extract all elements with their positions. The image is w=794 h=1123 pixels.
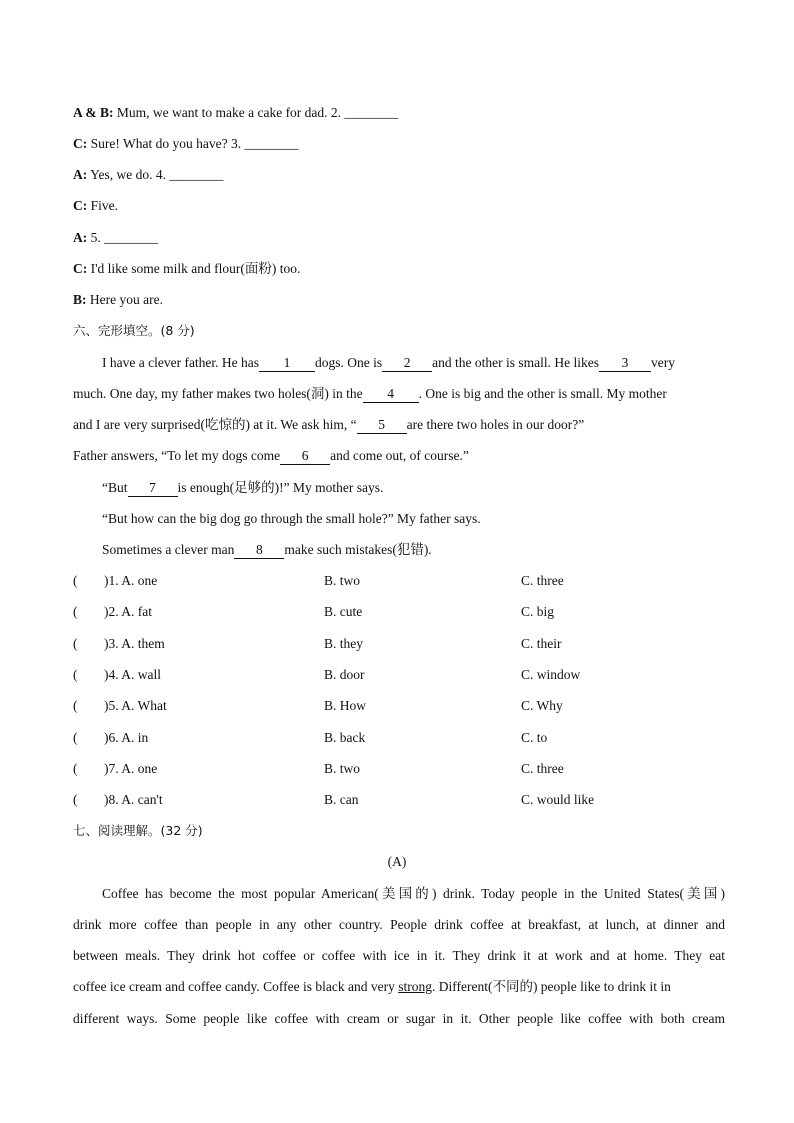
- answer-paren[interactable]: (: [73, 573, 78, 588]
- cloze-blank-6[interactable]: 6: [280, 448, 330, 465]
- dialogue-text: 5. ________: [90, 230, 159, 245]
- answer-paren[interactable]: (: [73, 730, 78, 745]
- dialogue-text: Sure! What do you have? 3. ________: [90, 136, 299, 151]
- option-a[interactable]: )3. A. them: [104, 636, 165, 651]
- dialogue-line-2: [73, 134, 298, 154]
- option-a[interactable]: )1. A. one: [104, 573, 158, 588]
- cloze-text: much. One day, my father makes two holes(洞) in the: [73, 386, 363, 401]
- cloze-text: “But how can the big dog go through the small hole?” My father says.: [102, 511, 481, 526]
- cloze-text: . One is big and the other is small. My mother: [418, 386, 667, 401]
- cloze-text: and the other is small. He likes: [432, 355, 600, 370]
- cloze-text: and I are very surprised(吃惊的) at it. We ask him, “: [73, 417, 357, 432]
- cloze-blank-3[interactable]: 3: [599, 355, 651, 372]
- passage-text: coffee ice cream and coffee candy. Coffee is black and very: [73, 979, 395, 994]
- cloze-text: are there two holes in our door?”: [406, 417, 585, 432]
- dialogue-line-4: [73, 196, 118, 216]
- answer-paren[interactable]: (: [73, 667, 78, 682]
- passage-line-1: [102, 884, 725, 904]
- cloze-text: is enough(足够的)!” My mother says.: [177, 480, 384, 495]
- cloze-line-2: [73, 384, 667, 404]
- cloze-text: very: [651, 355, 676, 370]
- option-b[interactable]: B. back: [324, 730, 366, 745]
- dialogue-line-3: [73, 165, 223, 185]
- option-c[interactable]: C. big: [521, 604, 555, 619]
- dialogue-text: Mum, we want to make a cake for dad. 2. ________: [116, 105, 399, 120]
- cloze-line-5: [102, 478, 383, 498]
- option-c[interactable]: C. window: [521, 667, 581, 682]
- speaker-label: B:: [73, 292, 87, 307]
- answer-paren[interactable]: (: [73, 761, 78, 776]
- option-b[interactable]: B. cute: [324, 604, 363, 619]
- passage-line-4: [73, 977, 671, 997]
- dialogue-text: Here you are.: [89, 292, 163, 307]
- answer-paren[interactable]: (: [73, 698, 78, 713]
- answer-paren[interactable]: (: [73, 792, 78, 807]
- section-heading: 七、阅读理解。(32 分): [73, 823, 203, 838]
- cloze-text: Father answers, “To let my dogs come: [73, 448, 281, 463]
- cloze-blank-4[interactable]: 4: [363, 386, 419, 403]
- passage-text: . Different(不同的) people like to drink it in: [431, 979, 671, 994]
- speaker-label: C:: [73, 136, 88, 151]
- cloze-line-6: [102, 509, 481, 529]
- dialogue-text: Yes, we do. 4. ________: [90, 167, 224, 182]
- cloze-text: and come out, of course.”: [330, 448, 469, 463]
- passage-label: (A): [387, 854, 407, 869]
- passage-line-5: [73, 1009, 725, 1029]
- option-b[interactable]: B. they: [324, 636, 363, 651]
- speaker-label: A & B:: [73, 105, 114, 120]
- option-a[interactable]: )2. A. fat: [104, 604, 152, 619]
- cloze-blank-2[interactable]: 2: [382, 355, 432, 372]
- section-heading: 六、完形填空。(8 分): [73, 323, 195, 338]
- cloze-blank-5[interactable]: 5: [357, 417, 407, 434]
- cloze-text: Sometimes a clever man: [102, 542, 235, 557]
- dialogue-text: Five.: [90, 198, 119, 213]
- option-a[interactable]: )7. A. one: [104, 761, 158, 776]
- passage-text: Coffee has become the most popular American(美国的) drink. Today people in the United States(美国): [102, 886, 725, 901]
- option-c[interactable]: C. would like: [521, 792, 595, 807]
- option-a[interactable]: )4. A. wall: [104, 667, 161, 682]
- cloze-line-1: [102, 353, 675, 373]
- answer-paren[interactable]: (: [73, 636, 78, 651]
- passage-text: between meals. They drink hot coffee or coffee with ice in it. They drink it at work and at home. They eat: [73, 948, 725, 963]
- passage-text: drink more coffee than people in any other country. People drink coffee at breakfast, at lunch, at dinner and: [73, 917, 725, 932]
- passage-text: different ways. Some people like coffee with cream or sugar in it. Other people like coffee with both cream: [73, 1011, 725, 1026]
- option-c[interactable]: C. their: [521, 636, 562, 651]
- option-c[interactable]: C. to: [521, 730, 548, 745]
- option-b[interactable]: B. How: [324, 698, 367, 713]
- cloze-text: make such mistakes(犯错).: [284, 542, 432, 557]
- section-7-heading: [73, 821, 203, 841]
- underlined-word: strong: [398, 979, 432, 994]
- option-b[interactable]: B. two: [324, 573, 361, 588]
- cloze-text: dogs. One is: [315, 355, 383, 370]
- dialogue-text: I'd like some milk and flour(面粉) too.: [90, 261, 301, 276]
- speaker-label: A:: [73, 230, 88, 245]
- section-6-heading: [73, 321, 195, 341]
- speaker-label: C:: [73, 261, 88, 276]
- option-b[interactable]: B. can: [324, 792, 359, 807]
- passage-line-2: [73, 915, 725, 935]
- cloze-line-3: [73, 415, 584, 435]
- dialogue-line-7: [73, 290, 163, 310]
- cloze-text: I have a clever father. He has: [102, 355, 260, 370]
- cloze-blank-7[interactable]: 7: [128, 480, 178, 497]
- speaker-label: C:: [73, 198, 88, 213]
- answer-paren[interactable]: (: [73, 604, 78, 619]
- option-c[interactable]: C. three: [521, 573, 564, 588]
- dialogue-line-1: [73, 103, 398, 123]
- speaker-label: A:: [73, 167, 88, 182]
- option-c[interactable]: C. Why: [521, 698, 563, 713]
- option-b[interactable]: B. door: [324, 667, 365, 682]
- dialogue-line-6: [73, 259, 300, 279]
- passage-line-3: [73, 946, 725, 966]
- option-b[interactable]: B. two: [324, 761, 361, 776]
- cloze-text: “But: [102, 480, 128, 495]
- cloze-line-7: [102, 540, 432, 560]
- cloze-blank-8[interactable]: 8: [234, 542, 284, 559]
- option-a[interactable]: )8. A. can't: [104, 792, 163, 807]
- option-c[interactable]: C. three: [521, 761, 564, 776]
- cloze-blank-1[interactable]: 1: [259, 355, 315, 372]
- cloze-line-4: [73, 446, 469, 466]
- dialogue-line-5: [73, 228, 158, 248]
- option-a[interactable]: )6. A. in: [104, 730, 149, 745]
- option-a[interactable]: )5. A. What: [104, 698, 167, 713]
